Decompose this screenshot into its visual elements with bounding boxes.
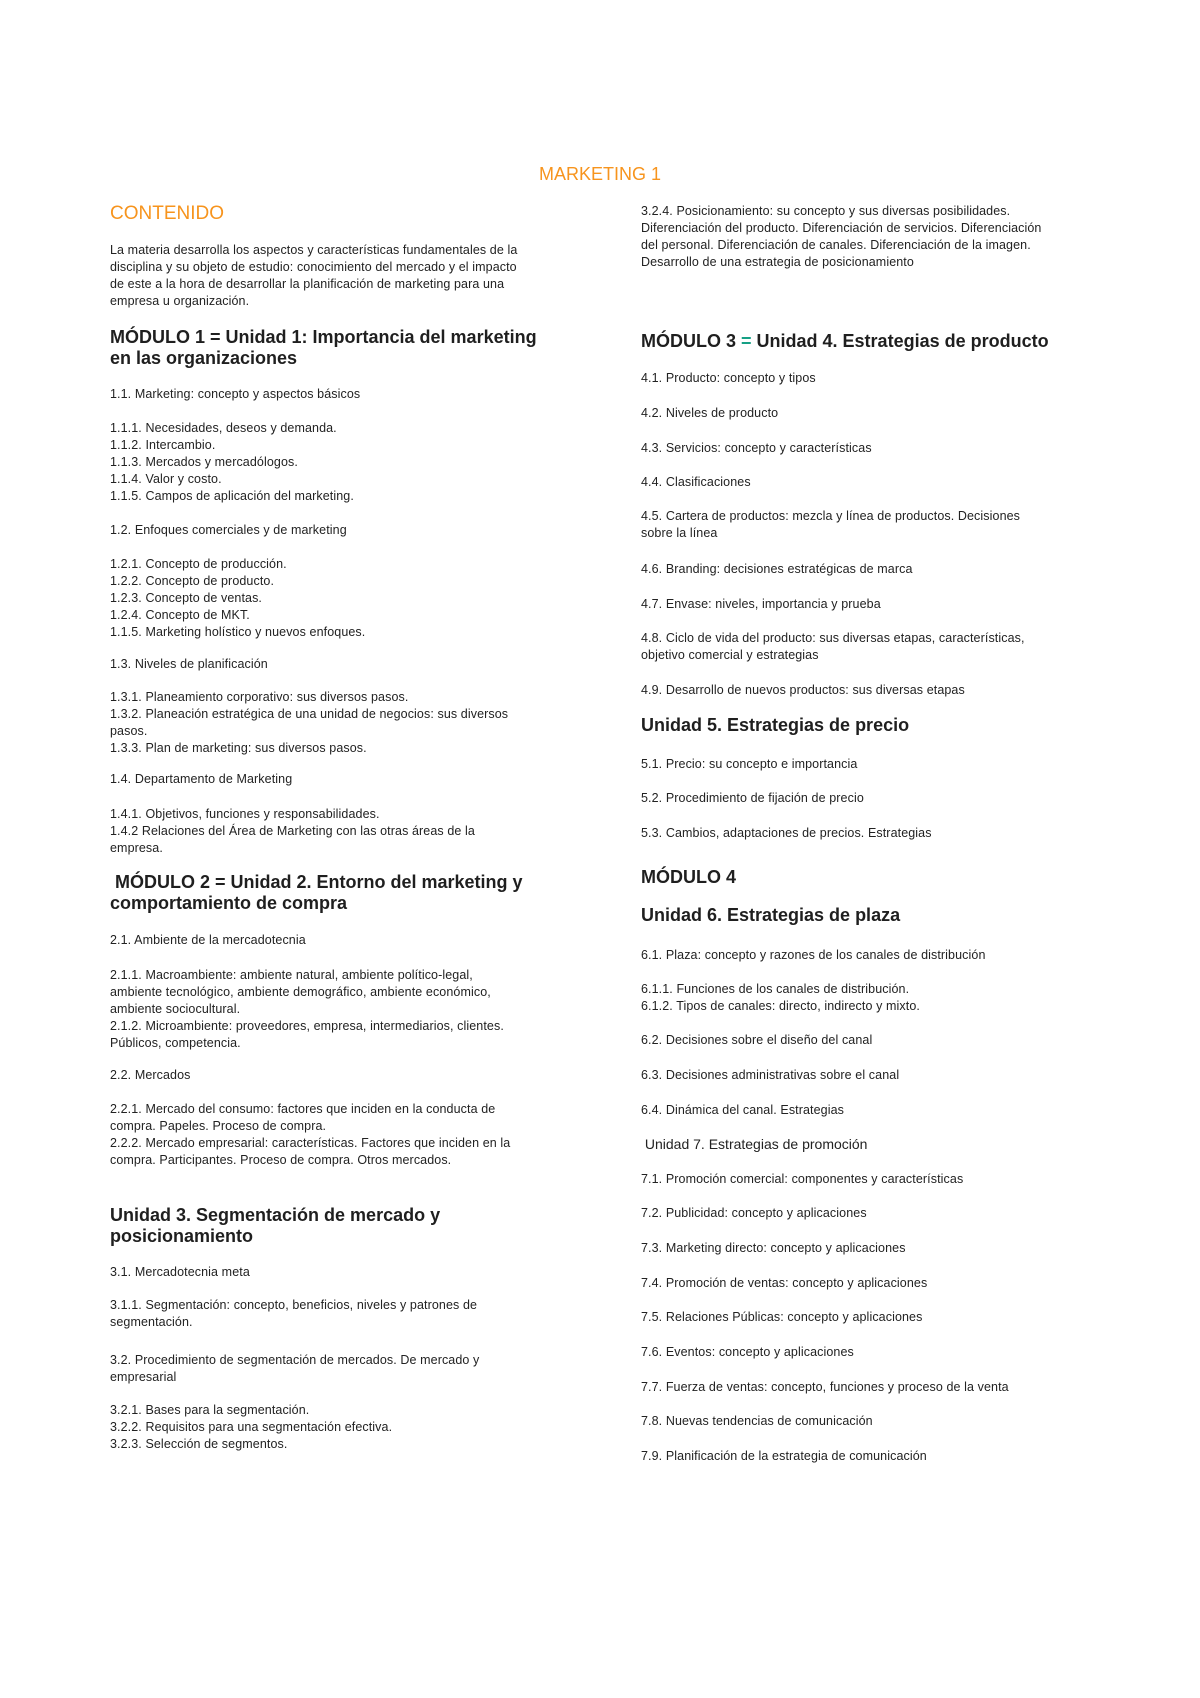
section-6-item: 6.4. Dinámica del canal. Estrategias [641,1103,845,1117]
list-item: 1.1.5. Campos de aplicación del marketing. [110,489,354,503]
list-item: ambiente tecnológico, ambiente demográfico, ambiente económico, [110,985,491,999]
list-item: 1.1.3. Mercados y mercadólogos. [110,455,298,469]
list-item: 3.2.2. Requisitos para una segmentación efectiva. [110,1420,393,1434]
list-item: Públicos, competencia. [110,1036,241,1050]
unit-7-item: 7.6. Eventos: concepto y aplicaciones [641,1345,854,1359]
list-item: 2.2.1. Mercado del consumo: factores que inciden en la conducta de [110,1102,496,1116]
list-item: 2.1.2. Microambiente: proveedores, empresa, intermediarios, clientes. [110,1019,504,1033]
list-item: 1.1.2. Intercambio. [110,438,216,452]
intro-line: La materia desarrolla los aspectos y características fundamentales de la [110,243,518,257]
list-item: 1.2.4. Concepto de MKT. [110,608,250,622]
list-item: 2.2.2. Mercado empresarial: características. Factores que inciden en la [110,1136,511,1150]
section-2-1: 2.1. Ambiente de la mercadotecnia [110,933,306,947]
unit-3-heading: Unidad 3. Segmentación de mercado y posicionamiento [110,1205,441,1246]
list-item: pasos. [110,724,148,738]
list-item: ambiente sociocultural. [110,1002,241,1016]
section-1-4: 1.4. Departamento de Marketing [110,772,293,786]
list-item: 1.1.1. Necesidades, deseos y demanda. [110,421,337,435]
module-3-heading: MÓDULO 3 = Unidad 4. Estrategias de producto [641,331,1049,351]
section-3-2-4: 3.2.4. Posicionamiento: su concepto y sus diversas posibilidades. Diferenciación del producto. Diferenciación de servicios. Diferenciación del personal. Diferenciación de canales. Diferenciación de la imagen. Desarrollo de una estrategia de posicionamiento [641,204,1042,269]
section-2-2-items [110,1101,580,1169]
module-4-heading: MÓDULO 4 [641,867,737,887]
section-1-2-items [110,556,580,641]
list-item: 1.2.1. Concepto de producción. [110,557,287,571]
unit-4-item: 4.3. Servicios: concepto y características [641,441,872,455]
list-item: 6.1.2. Tipos de canales: directo, indirecto y mixto. [641,999,920,1013]
unit-7-item: 7.5. Relaciones Públicas: concepto y aplicaciones [641,1310,923,1324]
unit-4-item: 4.4. Clasificaciones [641,475,751,489]
list-item: 3.2.3. Selección de segmentos. [110,1437,288,1451]
section-2-1-items [110,967,580,1052]
unit-7-item: 7.4. Promoción de ventas: concepto y aplicaciones [641,1276,928,1290]
section-6-1-items [641,981,1101,1015]
list-item: 1.2.2. Concepto de producto. [110,574,275,588]
list-item: 1.2.3. Concepto de ventas. [110,591,263,605]
section-6-1: 6.1. Plaza: concepto y razones de los canales de distribución [641,948,986,962]
list-item: 1.1.4. Valor y costo. [110,472,222,486]
unit-5-item: 5.3. Cambios, adaptaciones de precios. Estrategias [641,826,932,840]
unit-4-item: 4.2. Niveles de producto [641,406,779,420]
list-item: compra. Papeles. Proceso de compra. [110,1119,327,1133]
document-title: MARKETING 1 [538,164,662,184]
section-2-2: 2.2. Mercados [110,1068,191,1082]
section-1-4-items [110,806,580,857]
unit-7-item: 7.3. Marketing directo: concepto y aplicaciones [641,1241,906,1255]
unit-7-item: 7.1. Promoción comercial: componentes y características [641,1172,964,1186]
section-1-1: 1.1. Marketing: concepto y aspectos básicos [110,387,361,401]
module-1-heading: MÓDULO 1 = Unidad 1: Importancia del marketing en las organizaciones [110,327,537,368]
section-4-7: 4.7. Envase: niveles, importancia y prueba [641,597,881,611]
section-6-item: 6.2. Decisiones sobre el diseño del canal [641,1033,873,1047]
intro-paragraph [110,242,580,310]
intro-line: de este a la hora de desarrollar la planificación de marketing para una [110,277,505,291]
list-item: 1.3.3. Plan de marketing: sus diversos pasos. [110,741,367,755]
unit-7-heading: Unidad 7. Estrategias de promoción [641,1136,868,1152]
section-4-6: 4.6. Branding: decisiones estratégicas de marca [641,562,913,576]
section-4-8: 4.8. Ciclo de vida del producto: sus diversas etapas, características, objetivo comercial y estrategias [641,631,1025,662]
section-3-2: 3.2. Procedimiento de segmentación de mercados. De mercado y empresarial [110,1353,480,1384]
list-item: 1.1.5. Marketing holístico y nuevos enfoques. [110,625,366,639]
list-item: 6.1.1. Funciones de los canales de distribución. [641,982,910,996]
section-3-1-1: 3.1.1. Segmentación: concepto, beneficios, niveles y patrones de segmentación. [110,1298,478,1329]
section-6-item: 6.3. Decisiones administrativas sobre el canal [641,1068,900,1082]
unit-7-item: 7.9. Planificación de la estrategia de comunicación [641,1449,927,1463]
list-item: 1.4.2 Relaciones del Área de Marketing con las otras áreas de la [110,824,475,838]
unit-7-item: 7.7. Fuerza de ventas: concepto, funciones y proceso de la venta [641,1380,1009,1394]
section-4-9: 4.9. Desarrollo de nuevos productos: sus diversas etapas [641,683,965,697]
list-item: 3.2.1. Bases para la segmentación. [110,1403,310,1417]
unit-7-item: 7.2. Publicidad: concepto y aplicaciones [641,1206,867,1220]
unit-5-heading: Unidad 5. Estrategias de precio [641,715,910,735]
section-4-5: 4.5. Cartera de productos: mezcla y línea de productos. Decisiones sobre la línea [641,509,1021,540]
section-1-2: 1.2. Enfoques comerciales y de marketing [110,523,347,537]
section-1-3-items [110,689,580,757]
intro-line: empresa u organización. [110,294,250,308]
unit-5-item: 5.2. Procedimiento de fijación de precio [641,791,864,805]
unit-7-item: 7.8. Nuevas tendencias de comunicación [641,1414,873,1428]
unit-5-item: 5.1. Precio: su concepto e importancia [641,757,858,771]
contenido-heading: CONTENIDO [110,203,224,224]
list-item: compra. Participantes. Proceso de compra. Otros mercados. [110,1153,452,1167]
module-2-heading: MÓDULO 2 = Unidad 2. Entorno del marketing y comportamiento de compra [110,872,523,913]
section-1-1-items [110,420,580,505]
list-item: empresa. [110,841,163,855]
unit-6-heading: Unidad 6. Estrategias de plaza [641,905,901,925]
unit-4-item: 4.1. Producto: concepto y tipos [641,371,816,385]
list-item: 1.4.1. Objetivos, funciones y responsabilidades. [110,807,380,821]
list-item: 1.3.1. Planeamiento corporativo: sus diversos pasos. [110,690,409,704]
intro-line: disciplina y su objeto de estudio: conocimiento del mercado y el impacto [110,260,517,274]
list-item: 1.3.2. Planeación estratégica de una unidad de negocios: sus diversos [110,707,509,721]
section-3-2-items [110,1402,580,1453]
section-1-3: 1.3. Niveles de planificación [110,657,268,671]
section-3-1: 3.1. Mercadotecnia meta [110,1265,250,1279]
list-item: 2.1.1. Macroambiente: ambiente natural, ambiente político-legal, [110,968,473,982]
